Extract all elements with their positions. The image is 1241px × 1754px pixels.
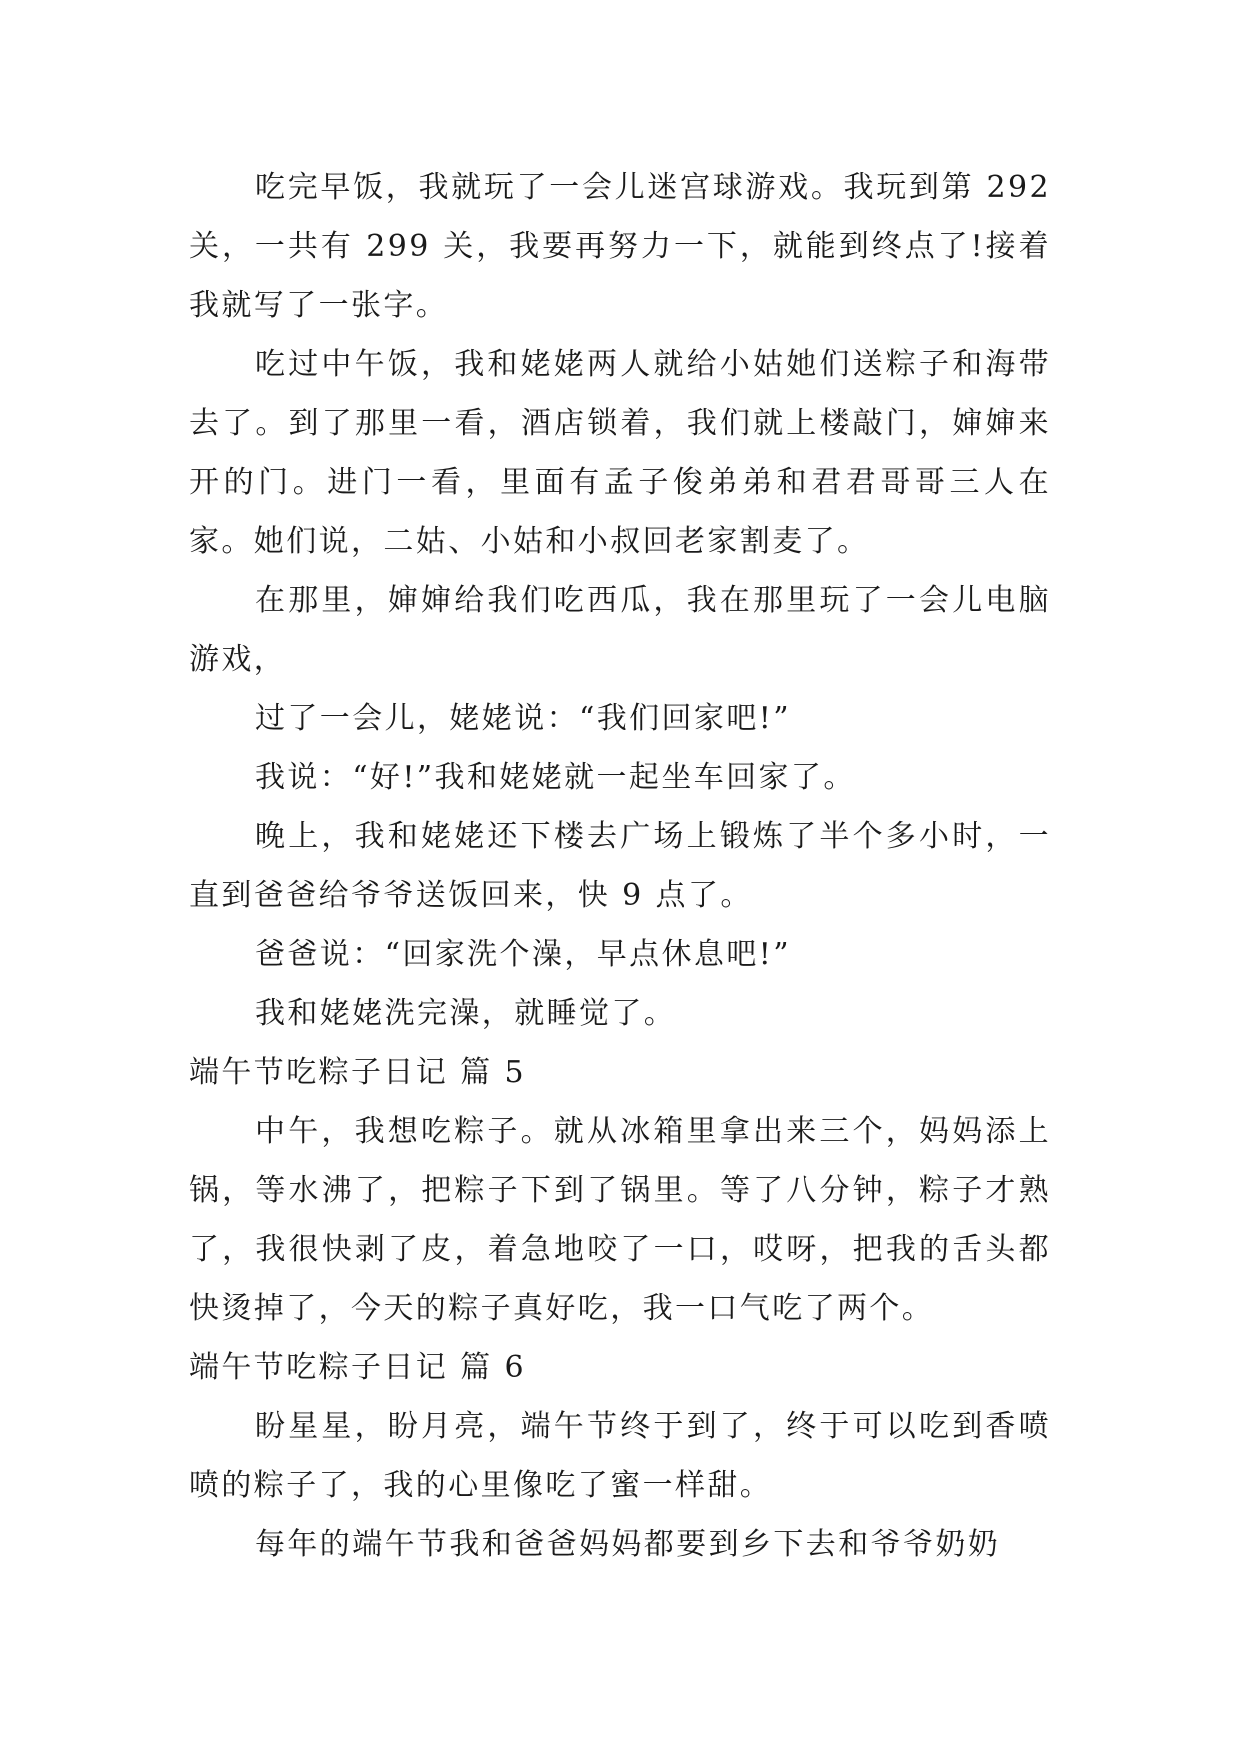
paragraph-grandma-says: 过了一会儿，姥姥说：“我们回家吧!” (255, 701, 791, 736)
paragraph-evening-exercise: 晚上，我和姥姥还下楼去广场上锻炼了半个多小时，一直到爸爸给爷爷送饭回来，快 9 点了。 (189, 819, 1051, 913)
paragraph-festival-arrives: 盼星星，盼月亮，端午节终于到了，终于可以吃到香喷喷的粽子了，我的心里像吃了蜜一样甜。 (189, 1409, 1051, 1503)
paragraph-sleep: 我和姥姥洗完澡，就睡觉了。 (255, 996, 677, 1031)
paragraph-noon-zongzi: 中午，我想吃粽子。就从冰箱里拿出来三个，妈妈添上锅，等水沸了，把粽子下到了锅里。等了八分钟，粽子才熟了，我很快剥了皮，着急地咬了一口，哎呀，把我的舌头都快烫掉了，今天的粽子真好吃，我一口气吃了两个。 (189, 1114, 1051, 1326)
document-body (189, 158, 1051, 1574)
section-heading-5: 端午节吃粽子日记 篇 5 (189, 1055, 526, 1090)
paragraph-dad-says: 爸爸说：“回家洗个澡，早点休息吧!” (255, 937, 791, 972)
paragraph-watermelon: 在那里，婶婶给我们吃西瓜，我在那里玩了一会儿电脑游戏， (189, 583, 1051, 677)
paragraph-ride-home: 我说：“好!”我和姥姥就一起坐车回家了。 (255, 760, 856, 795)
paragraph-lunch-visit: 吃过中午饭，我和姥姥两人就给小姑她们送粽子和海带去了。到了那里一看，酒店锁着，我们就上楼敲门，婶婶来开的门。进门一看，里面有孟子俊弟弟和君君哥哥三人在家。她们说，二姑、小姑和小叔回老家割麦了。 (189, 347, 1051, 559)
section-heading-6: 端午节吃粽子日记 篇 6 (189, 1350, 526, 1385)
paragraph-countryside: 每年的端午节我和爸爸妈妈都要到乡下去和爷爷奶奶 (255, 1527, 1001, 1562)
paragraph-breakfast-game: 吃完早饭，我就玩了一会儿迷宫球游戏。我玩到第 292 关，一共有 299 关，我要再努力一下，就能到终点了!接着我就写了一张字。 (189, 170, 1051, 323)
